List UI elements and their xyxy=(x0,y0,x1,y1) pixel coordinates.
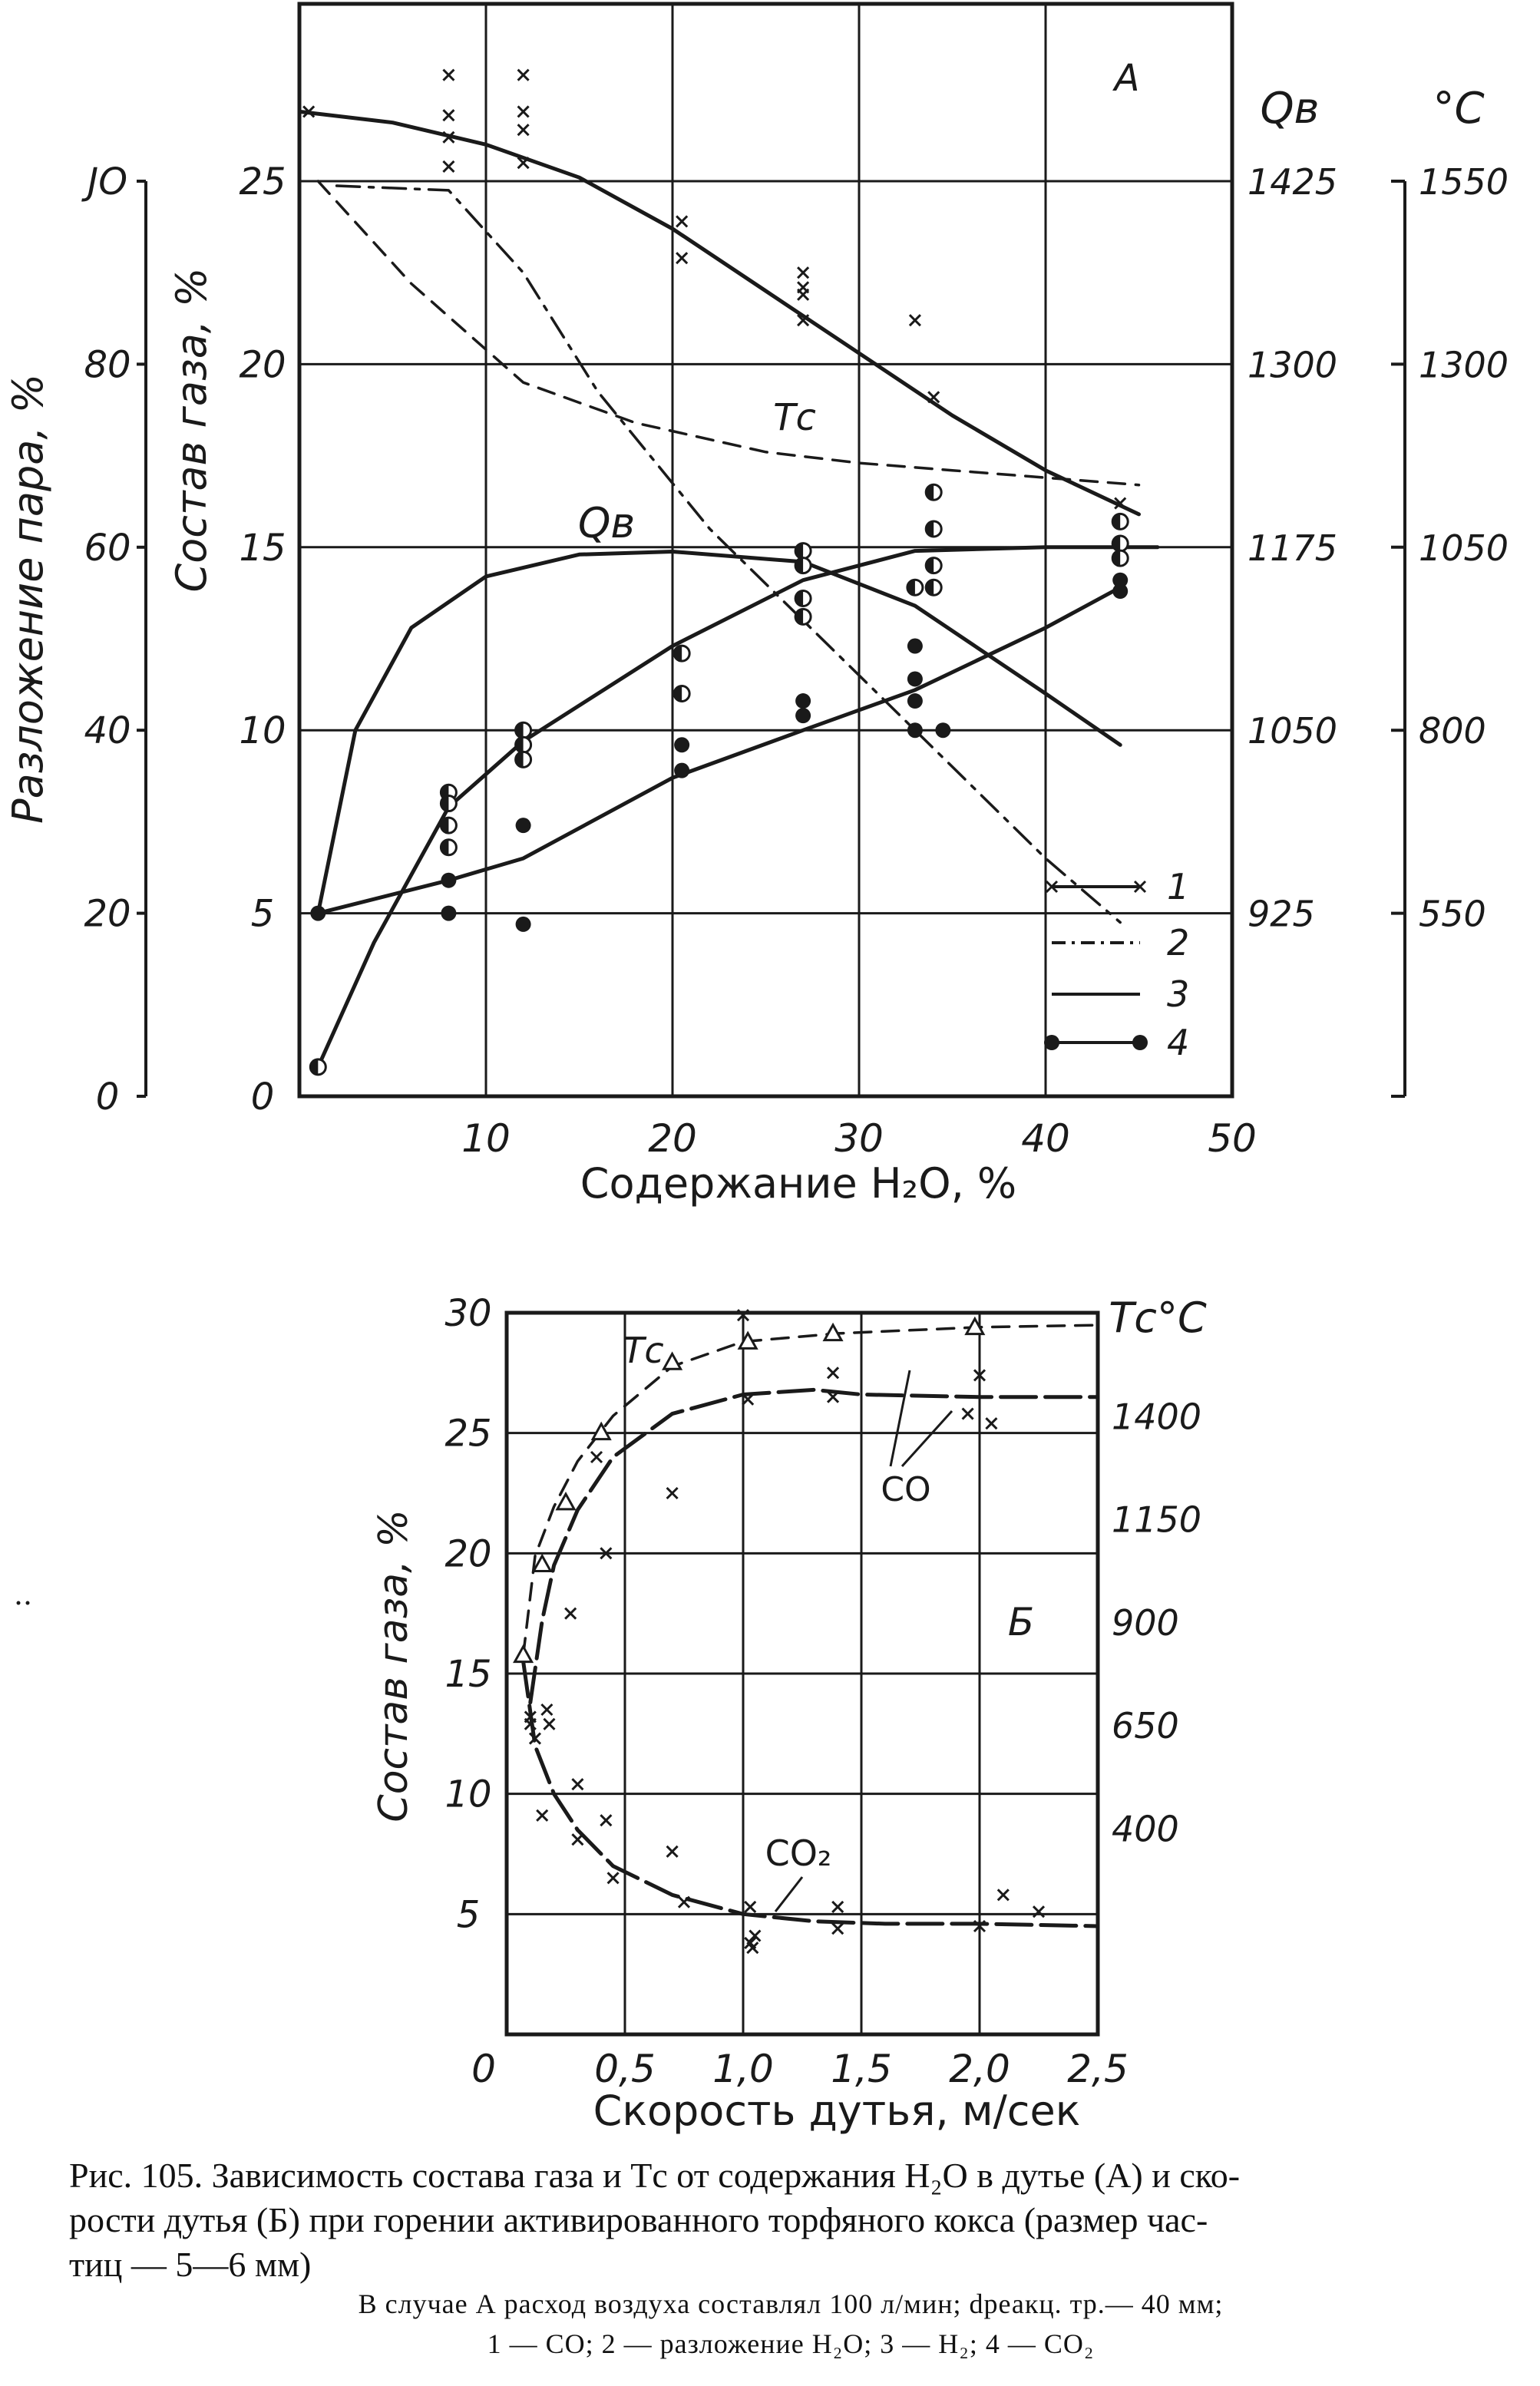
y-tick-label-q: 1175 xyxy=(1248,527,1338,569)
point-gas-b xyxy=(541,1704,552,1715)
x-tick-label-b: 1,0 xyxy=(712,2047,774,2091)
y-tick-label-gas-b: 5 xyxy=(456,1893,481,1937)
series-line-Tс xyxy=(318,181,1138,485)
y-tick-label-q: 1425 xyxy=(1248,161,1338,203)
point-series-4 xyxy=(1112,583,1128,599)
series-line-Qв xyxy=(318,552,1120,914)
point-series-4 xyxy=(441,873,456,888)
point-gas-b xyxy=(537,1810,547,1821)
curve-label-tc-a: Tс xyxy=(773,396,816,439)
y-tick-label-gas-a: 15 xyxy=(239,526,286,570)
y-axis-label-gas-b: Состав газа, % xyxy=(371,1509,417,1823)
x-tick-label-a: 40 xyxy=(1021,1116,1070,1161)
point-series-4 xyxy=(907,639,923,654)
y-tick-label-gas-b: 10 xyxy=(444,1773,492,1816)
figure-caption xyxy=(69,2153,1512,2287)
y-tick-label-decomposition: 20 xyxy=(84,892,131,936)
point-series-1 xyxy=(676,253,687,263)
legend-marker-4 xyxy=(1132,1035,1148,1050)
caption-line-1: Рис. 105. Зависимость состава газа и Tс от содержания H₂O в дутье (А) и ско- xyxy=(69,2156,1241,2195)
point-series-1 xyxy=(676,216,687,226)
point-tc-b xyxy=(557,1494,574,1509)
point-gas-b xyxy=(591,1452,602,1462)
y-tick-label-q: 1300 xyxy=(1248,344,1338,386)
curve-label-qb: Qв xyxy=(577,499,636,547)
y-tick-label-tc-b: 1400 xyxy=(1112,1396,1202,1438)
y-tick-label-tc-a: 1550 xyxy=(1419,161,1509,203)
series-line-4 xyxy=(318,587,1120,913)
point-series-4 xyxy=(907,693,923,709)
point-tc-b xyxy=(664,1353,681,1369)
chart-a xyxy=(4,4,1509,1208)
y-tick-label-q: 925 xyxy=(1248,893,1315,935)
point-series-1 xyxy=(518,106,529,117)
point-gas-b xyxy=(986,1418,996,1429)
y-axis-label-tc-b: Tс°C xyxy=(1109,1294,1207,1342)
y-axis-label-gas-a: Состав газа, % xyxy=(167,267,216,593)
x-tick-label-b: 1,5 xyxy=(831,2047,892,2091)
caption-line-3: тиц — 5—6 мм) xyxy=(69,2245,312,2284)
point-gas-b xyxy=(565,1608,576,1619)
y-tick-label-gas-a: 5 xyxy=(250,892,275,936)
leader-co2 xyxy=(775,1877,802,1912)
point-series-4 xyxy=(310,906,326,921)
y-tick-label-gas-a: 0 xyxy=(250,1076,275,1119)
y-tick-label-gas-b: 30 xyxy=(444,1292,492,1335)
x-tick-label-a: 30 xyxy=(834,1116,884,1161)
point-series-4 xyxy=(441,906,456,921)
point-gas-b xyxy=(544,1719,554,1730)
panel-label-a: А xyxy=(1114,57,1140,100)
point-gas-b xyxy=(572,1834,583,1845)
point-series-4 xyxy=(907,722,923,738)
leader-co xyxy=(891,1370,952,1466)
y-tick-label-decomposition: ЈО xyxy=(88,160,127,203)
y-tick-label-gas-a: 10 xyxy=(239,709,286,753)
point-series-4 xyxy=(516,818,531,833)
x-tick-label-b: 2,5 xyxy=(1067,2047,1129,2091)
point-gas-b xyxy=(832,1902,843,1912)
legend-label-2: 2 xyxy=(1167,922,1190,963)
point-gas-b xyxy=(828,1367,838,1378)
point-series-1 xyxy=(443,70,454,81)
x-tick-label-a: 10 xyxy=(461,1116,511,1161)
x-tick-label-b: 0,5 xyxy=(594,2047,656,2091)
y-tick-label-tc-b: 650 xyxy=(1112,1705,1179,1747)
legend-label-3: 3 xyxy=(1167,973,1190,1015)
y-axis-label-q: Qв xyxy=(1260,84,1320,134)
curve-label-tc-b: Tс xyxy=(623,1330,664,1371)
legend-label-4: 4 xyxy=(1167,1022,1190,1063)
curve-label-co: CO xyxy=(881,1470,931,1509)
speck xyxy=(17,1601,21,1605)
note-line-1: В случае А расход воздуха составлял 100 л/мин; dреакц. тр.— 40 мм; xyxy=(358,2289,1224,2319)
figure-note xyxy=(115,2284,1466,2364)
y-tick-label-decomposition: 80 xyxy=(84,343,131,387)
y-tick-label-tc-b: 1150 xyxy=(1112,1499,1202,1541)
point-series-1 xyxy=(443,110,454,121)
y-tick-label-decomposition: 40 xyxy=(84,709,131,753)
chart-b xyxy=(17,1292,1207,2135)
point-series-1 xyxy=(518,124,529,135)
point-series-4 xyxy=(674,737,689,752)
point-gas-b xyxy=(608,1872,619,1883)
y-tick-label-tc-a: 800 xyxy=(1419,710,1486,752)
panel-label-b: Б xyxy=(1007,1600,1035,1644)
point-series-4 xyxy=(674,763,689,778)
curve-label-co2: CO₂ xyxy=(765,1832,832,1874)
y-tick-label-gas-b: 20 xyxy=(444,1532,492,1576)
series-line-1 xyxy=(299,111,1139,514)
point-series-4 xyxy=(795,693,811,709)
point-tc-b xyxy=(593,1424,610,1439)
y-tick-label-gas-b: 25 xyxy=(444,1412,492,1456)
point-tc-b xyxy=(534,1556,550,1571)
x-axis-label-b: Скорость дутья, м/сек xyxy=(593,2087,1081,2135)
point-series-4 xyxy=(795,708,811,723)
y-tick-label-tc-a: 1300 xyxy=(1419,344,1509,386)
x-tick-label-a: 50 xyxy=(1208,1116,1257,1161)
point-series-1 xyxy=(910,315,920,326)
plot-frame-a xyxy=(299,4,1232,1096)
note-line-2: 1 — CO; 2 — разложение H₂O; 3 — H₂; 4 — CO₂ xyxy=(487,2328,1095,2359)
y-tick-label-decomposition: 60 xyxy=(84,526,131,570)
y-tick-label-decomposition: 0 xyxy=(95,1076,120,1119)
point-gas-b xyxy=(963,1409,973,1419)
y-tick-label-tc-a: 550 xyxy=(1419,893,1486,935)
y-tick-label-tc-a: 1050 xyxy=(1419,527,1509,569)
point-series-1 xyxy=(518,70,529,81)
point-gas-b xyxy=(832,1923,843,1934)
point-series-4 xyxy=(935,722,950,738)
point-series-1 xyxy=(798,267,808,278)
point-series-4 xyxy=(516,917,531,932)
y-axis-label-tc-a: °C xyxy=(1433,84,1485,134)
point-series-4 xyxy=(907,671,923,686)
point-gas-b xyxy=(1033,1906,1044,1917)
y-tick-label-q: 1050 xyxy=(1248,710,1338,752)
y-tick-label-tc-b: 900 xyxy=(1112,1601,1179,1644)
point-gas-b xyxy=(667,1488,678,1499)
point-series-1 xyxy=(798,289,808,300)
x-tick-label-a: 20 xyxy=(648,1116,697,1161)
point-gas-b xyxy=(572,1779,583,1789)
x-axis-label-a: Содержание H₂O, % xyxy=(580,1159,1017,1208)
y-tick-label-gas-a: 20 xyxy=(239,343,286,387)
x-tick-label-b: 2,0 xyxy=(949,2047,1010,2091)
y-tick-label-gas-a: 25 xyxy=(239,160,286,203)
series-line-b-CO xyxy=(530,1390,1098,1702)
point-gas-b xyxy=(745,1902,755,1912)
caption-line-2: рости дутья (Б) при горении активированного торфяного кокса (размер час- xyxy=(69,2200,1208,2239)
y-tick-label-gas-b: 15 xyxy=(444,1653,492,1696)
y-axis-label-decomposition: Разложение пара, % xyxy=(4,374,52,824)
point-gas-b xyxy=(600,1815,611,1826)
legend-marker-4 xyxy=(1044,1035,1059,1050)
x-tick-label-b: 0 xyxy=(471,2047,496,2091)
y-tick-label-tc-b: 400 xyxy=(1112,1808,1179,1850)
point-gas-b xyxy=(679,1897,689,1908)
point-series-1 xyxy=(443,161,454,172)
point-gas-b xyxy=(998,1889,1009,1900)
legend-label-1: 1 xyxy=(1167,866,1190,907)
speck xyxy=(26,1601,30,1605)
point-gas-b xyxy=(667,1846,678,1857)
point-tc-b xyxy=(515,1647,532,1662)
